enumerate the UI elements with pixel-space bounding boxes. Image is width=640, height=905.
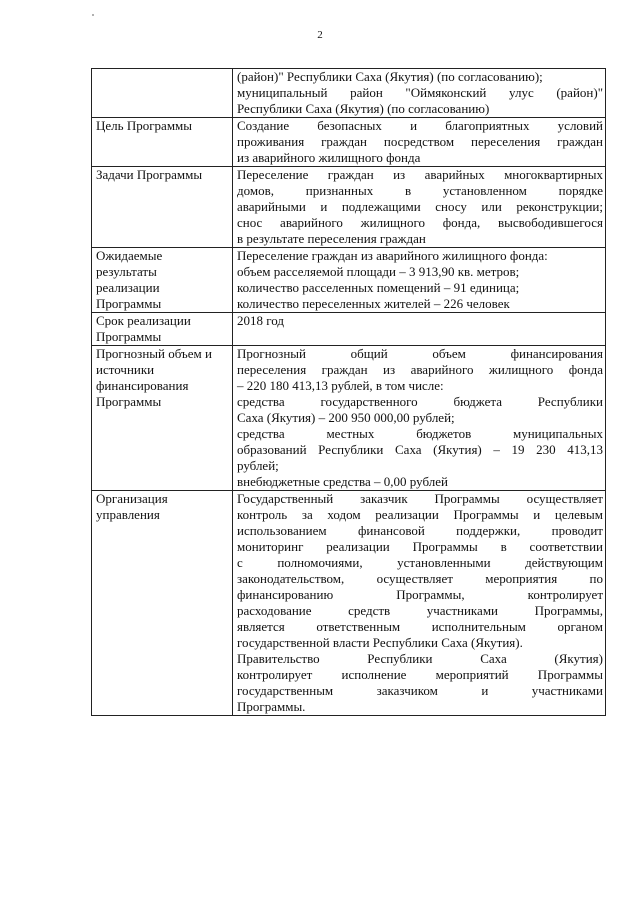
table-row-program-goal [92,118,606,167]
label-line: источники [96,362,155,377]
value-line: Программы. [237,699,306,714]
table-row-expected-results [92,248,606,313]
row-value [233,167,606,248]
row-value [233,69,606,118]
label-line: результаты [96,264,157,279]
row-label [92,69,233,118]
label-line: Организация [96,491,168,506]
label-line: Цель Программы [96,118,193,133]
value-line: Прогнозный общий объем финансирования [237,346,603,361]
value-line: законодательством, осуществляет мероприятия по [237,571,603,586]
value-line: рублей; [237,458,279,473]
value-line: (район)" Республики Саха (Якутия) (по согласованию); [237,69,543,84]
table-row-implementation-period [92,313,606,346]
label-line: Программы [96,296,162,311]
value-line: снос аварийного жилищного фонда, высвободившегося [237,215,603,230]
value-line: образований Республики Саха (Якутия) – 19 230 413,13 [237,442,603,457]
table-row-continued-participants [92,69,606,118]
row-label [92,118,233,167]
row-label [92,167,233,248]
value-line: Правительство Республики Саха (Якутия) [237,651,603,666]
value-line: проживания граждан посредством переселения граждан [237,134,603,149]
scan-dot [92,14,94,16]
table-row-management [92,491,606,716]
row-value [233,118,606,167]
label-line: Задачи Программы [96,167,203,182]
value-line: Саха (Якутия) – 200 950 000,00 рублей; [237,410,455,425]
page-number: 2 [317,29,323,41]
value-line: из аварийного жилищного фонда [237,150,421,165]
value-line: использованием финансовой поддержки, проводит [237,523,603,538]
value-line: контролирует исполнение мероприятий Программы [237,667,603,682]
row-value [233,313,606,346]
label-line: Ожидаемые [96,248,163,263]
label-line: управления [96,507,160,522]
program-passport-table [91,68,606,716]
value-line: является ответственным исполнительным органом [237,619,603,634]
value-line: мониторинг реализации Программы в соответствии [237,539,603,554]
value-line: Переселение граждан из аварийных многоквартирных [237,167,603,182]
row-value [233,491,606,716]
value-line: государственной власти Республики Саха (Якутия). [237,635,523,650]
value-line: внебюджетные средства – 0,00 рублей [237,474,448,489]
value-line: с полномочиями, установленными действующим [237,555,603,570]
label-line: Программы [96,329,162,344]
value-line: количество переселенных жителей – 226 человек [237,296,510,311]
label-line: финансирования [96,378,189,393]
value-line: домов, признанных в установленном порядке [237,183,603,198]
value-line: 2018 год [237,313,284,328]
row-label [92,248,233,313]
table-row-program-tasks [92,167,606,248]
value-line: финансированию Программы, контролирует [237,587,603,602]
value-line: Государственный заказчик Программы осуществляет [237,491,603,506]
label-line: Программы [96,394,162,409]
value-line: государственным заказчиком и участниками [237,683,603,698]
value-line: Переселение граждан из аварийного жилищного фонда: [237,248,548,263]
value-line: Создание безопасных и благоприятных условий [237,118,603,133]
value-line: объем расселяемой площади – 3 913,90 кв. метров; [237,264,520,279]
row-label [92,491,233,716]
row-label [92,313,233,346]
value-line: аварийными и подлежащими сносу или реконструкции; [237,199,603,214]
value-line: – 220 180 413,13 рублей, в том числе: [237,378,444,393]
value-line: переселения граждан из аварийного жилищного фонда [237,362,603,377]
label-line: реализации [96,280,160,295]
value-line: Республики Саха (Якутия) (по согласованию) [237,101,490,116]
value-line: средства местных бюджетов муниципальных [237,426,603,441]
table-row-financing [92,346,606,491]
row-label [92,346,233,491]
label-line: Прогнозный объем и [96,346,212,361]
value-line: расходование средств участниками Программы, [237,603,603,618]
row-value [233,248,606,313]
value-line: количество расселенных помещений – 91 единица; [237,280,520,295]
value-line: средства государственного бюджета Республики [237,394,603,409]
row-value [233,346,606,491]
value-line: в результате переселения граждан [237,231,426,246]
label-line: Срок реализации [96,313,191,328]
value-line: муниципальный район "Оймяконский улус (район)" [237,85,603,100]
value-line: контроль за ходом реализации Программы и целевым [237,507,603,522]
